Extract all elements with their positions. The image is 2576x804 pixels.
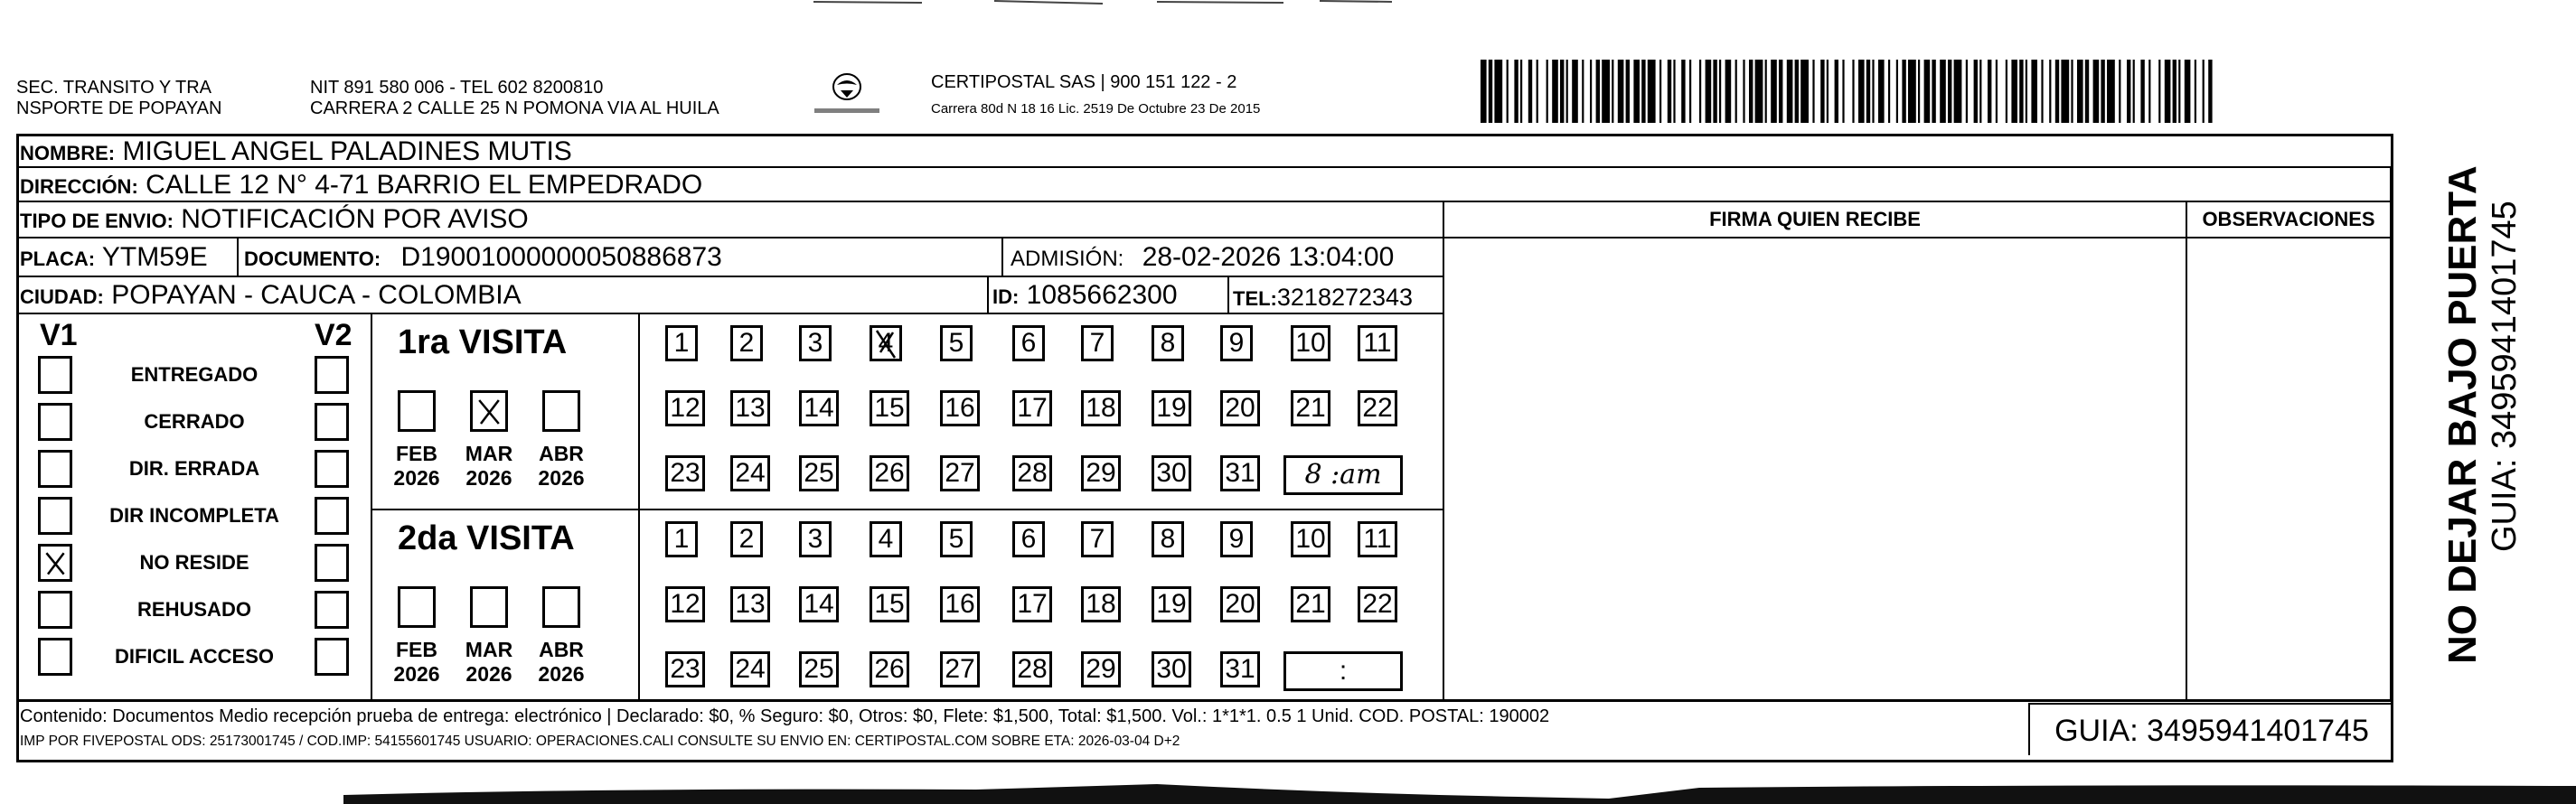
month-checkbox-abr[interactable] [542,586,580,628]
barcode-bar [1988,60,1991,123]
month-label: FEB [396,638,437,661]
status-label: DIR. ERRADA [128,457,260,480]
barcode-bar [1795,60,1799,123]
month-label: ABR [539,442,584,465]
barcode-bar [2173,60,2176,123]
barcode-bar [2077,60,2083,123]
sender-nit: NIT 891 580 006 - TEL 602 8200810 [310,78,604,98]
col-divider-firma [1443,201,1444,699]
signature-area[interactable] [1446,238,2184,697]
barcode-bar [1699,60,1701,123]
barcode-bar [1719,60,1721,123]
barcode-bar [2119,60,2120,123]
nombre-field [20,136,572,169]
barcode-bar [1566,60,1568,123]
barcode-bar [2041,60,2043,123]
barcode-bar [1633,60,1640,123]
day-box-18[interactable]: 18 [1081,390,1121,426]
barcode-bar [1996,60,1998,123]
month-year: 2026 [465,466,512,490]
day-box-1[interactable]: 1 [665,521,698,557]
v1-checkbox[interactable] [38,403,72,441]
day-box-9[interactable]: 9 [1220,521,1253,557]
direccion-label: DIRECCIÓN: [20,175,138,198]
v1-checkbox[interactable] [38,544,72,582]
courier-name: CERTIPOSTAL SAS | 900 151 122 - 2 [931,72,1237,92]
barcode-bar [1918,60,1920,123]
footer-print-line: IMP POR FIVEPOSTAL ODS: 25173001745 / COD.IMP: 54155601745 USUARIO: OPERACIONES.CALI CONSULTE SU ENVIO EN: CERTIPOSTAL.COM SOBRE ETA: 2026-03-04 D+2 [20,734,1180,749]
barcode-bar [2140,60,2144,123]
tel-field [1233,282,1413,314]
footer-content-line: Contenido: Documentos Medio recepción prueba de entrega: electrónico | Declarado: $0, % Seguro: $0, Otros: $0, Flete: $1,500, Total: $1,500. Vol.: 1*1*1. 0.5 1 Unid. COD. POSTAL: 190002 [20,706,1550,726]
ciudad-label: CIUDAD: [20,285,104,308]
barcode-bar [2055,60,2059,123]
cell-divider [1001,237,1003,276]
day-box-2[interactable]: 2 [730,325,763,361]
barcode-bar [1755,60,1763,123]
v2-checkbox[interactable] [315,591,349,629]
day-box-7[interactable]: 7 [1081,325,1114,361]
barcode-bar [1596,60,1600,123]
month-year: 2026 [393,662,440,686]
documento-label: DOCUMENTO: [244,248,381,270]
barcode-bar [2208,60,2212,123]
day-box-23[interactable]: 23 [665,651,705,687]
placa-field [20,242,208,275]
month-label: MAR [465,442,513,465]
documento-value: D19001000000050886873 [400,242,722,272]
barcode-bar [1771,60,1777,123]
visit-title: 1ra VISITA [398,323,568,361]
barcode-bar [1779,60,1782,123]
barcode-bar [2011,60,2017,123]
barcode-bar [1948,60,1951,123]
day-box-26[interactable]: 26 [870,651,909,687]
barcode-bar [2133,60,2135,123]
barcode-bar [1494,60,1502,123]
visit-time-box[interactable]: : [1283,651,1403,691]
status-label: DIFICIL ACCESO [114,645,274,668]
day-box-22[interactable]: 22 [1358,390,1397,426]
ciudad-value: POPAYAN - CAUCA - COLOMBIA [111,280,522,310]
barcode-bar [1520,60,1522,123]
barcode-bar [1489,60,1492,123]
day-box-31[interactable]: 31 [1220,651,1260,687]
day-box-28[interactable]: 28 [1012,455,1052,491]
barcode-bar [1528,60,1532,123]
v2-header: V2 [315,318,353,352]
barcode-bar [1537,60,1538,123]
day-box-6[interactable]: 6 [1012,325,1045,361]
month-label: MAR [465,638,513,661]
v2-checkbox[interactable] [315,544,349,582]
side-guia-number: GUIA: 3495941401745 [2486,201,2524,552]
day-box-13[interactable]: 13 [730,390,770,426]
barcode-bar [1668,60,1671,123]
day-box-14[interactable]: 14 [799,586,839,622]
day-box-28[interactable]: 28 [1012,651,1052,687]
sender-name-line2: NSPORTE DE POPAYAN [16,98,222,118]
day-box-21[interactable]: 21 [1291,390,1330,426]
barcode-bar [1547,60,1548,123]
tel-value: 3218272343 [1276,284,1414,311]
months-col-divider [638,313,640,699]
direccion-field [20,170,702,202]
barcode-bar [2178,60,2180,123]
tipo-envio-label: TIPO DE ENVIO: [20,210,174,232]
barcode-bar [1706,60,1712,123]
barcode-bar [1974,60,1978,123]
col-divider-right [2390,166,2392,699]
barcode-bar [1842,60,1844,123]
day-box-11[interactable]: 11 [1358,521,1397,557]
barcode-bar [1820,60,1824,123]
day-box-29[interactable]: 29 [1081,651,1121,687]
barcode-bar [1932,60,1935,123]
scan-artifact-top [813,0,1401,7]
day-box-29[interactable]: 29 [1081,455,1121,491]
barcode-bar [2127,60,2130,123]
barcode-bar [1902,60,1905,123]
visit-time-box[interactable]: 8 :am [1283,455,1403,495]
barcode-bar [1590,60,1592,123]
tipo-envio-value: NOTIFICACIÓN POR AVISO [181,204,529,234]
day-box-12[interactable]: 12 [665,586,705,622]
day-box-12[interactable]: 12 [665,390,705,426]
day-box-24[interactable]: 24 [730,651,770,687]
id-field [992,280,1178,313]
checkmark-icon [473,393,505,429]
barcode-bar [2085,60,2089,123]
barcode-bar [1572,60,1578,123]
visit-divider [371,509,1444,510]
direccion-value: CALLE 12 N° 4-71 BARRIO EL EMPEDRADO [146,170,703,200]
day-box-17[interactable]: 17 [1012,390,1052,426]
day-box-21[interactable]: 21 [1291,586,1330,622]
barcode-bar [1681,60,1685,123]
status-label: CERRADO [144,410,245,433]
documento-field [244,242,722,275]
barcode-bar [1966,60,1968,123]
row-divider [16,276,1444,277]
barcode-bar [1835,60,1838,123]
status-label: REHUSADO [137,598,251,621]
day-box-27[interactable]: 27 [940,455,980,491]
day-box-13[interactable]: 13 [730,586,770,622]
day-box-16[interactable]: 16 [940,586,980,622]
barcode-bar [1954,60,1962,123]
day-box-3[interactable]: 3 [799,325,832,361]
barcode-bar [1872,60,1874,123]
side-notice [2440,165,2524,664]
barcode-bar [2049,60,2051,123]
cell-divider [237,237,239,276]
barcode-bar [1749,60,1753,123]
barcode-bar [1979,60,1981,123]
day-box-10[interactable]: 10 [1291,325,1330,361]
barcode-bar [1765,60,1767,123]
day-box-19[interactable]: 19 [1152,390,1191,426]
day-number: 4 [878,328,894,358]
placa-label: PLACA: [20,248,96,270]
day-box-25[interactable]: 25 [799,651,839,687]
id-label: ID: [992,285,1020,308]
barcode-bar [1713,60,1716,123]
barcode-bar [1896,60,1898,123]
month-checkbox-mar[interactable] [470,390,508,432]
day-box-15[interactable]: 15 [870,586,909,622]
tipo-envio-field [20,204,529,237]
observaciones-header: OBSERVACIONES [2202,208,2375,230]
barcode-bar [2185,60,2191,123]
courier-logo [811,67,883,121]
month-checkbox-feb[interactable] [398,586,436,628]
month-year: 2026 [538,466,585,490]
day-box-22[interactable]: 22 [1358,586,1397,622]
day-box-16[interactable]: 16 [940,390,980,426]
barcode-bar [1940,60,1946,123]
day-box-27[interactable]: 27 [940,651,980,687]
barcode-bar [1612,60,1613,123]
day-box-20[interactable]: 20 [1220,586,1260,622]
barcode-bar [1659,60,1661,123]
barcode-bar [1582,60,1584,123]
day-box-30[interactable]: 30 [1152,651,1191,687]
day-box-19[interactable]: 19 [1152,586,1191,622]
day-box-2[interactable]: 2 [730,521,763,557]
barcode-bar [1924,60,1931,123]
barcode-bar [2026,60,2027,123]
month-year: 2026 [465,662,512,686]
day-box-14[interactable]: 14 [799,390,839,426]
barcode-bar [2101,60,2104,123]
month-checkbox-feb[interactable] [398,390,436,432]
barcode-bar [1514,60,1518,123]
v1-checkbox[interactable] [38,591,72,629]
barcode-bar [1743,60,1744,123]
cell-divider [1227,276,1229,313]
col-divider-observaciones [2186,201,2187,699]
month-label: ABR [539,638,584,661]
day-box-5[interactable]: 5 [940,521,973,557]
v1-header: V1 [40,318,78,352]
id-value: 1085662300 [1026,280,1178,310]
barcode-bar [1641,60,1645,123]
barcode-bar [1827,60,1829,123]
admision-field [1011,242,1394,275]
day-box-7[interactable]: 7 [1081,521,1114,557]
nombre-label: NOMBRE: [20,142,116,164]
v2-checkbox[interactable] [315,638,349,676]
visit-title: 2da VISITA [398,519,575,557]
barcode-bar [1481,60,1487,123]
barcode [1481,60,2213,123]
sender-name-line1: SEC. TRANSITO Y TRA [16,78,212,98]
tel-label: TEL: [1233,287,1277,310]
courier-license: Carrera 80d N 18 16 Lic. 2519 De Octubre 23 De 2015 [931,101,1261,117]
barcode-bar [2061,60,2069,123]
barcode-bar [2031,60,2037,123]
month-label: FEB [396,442,437,465]
ciudad-field [20,280,522,313]
no-dejar-bajo-puerta: NO DEJAR BAJO PUERTA [2440,165,2485,664]
barcode-bar [2203,60,2205,123]
barcode-bar [1866,60,1870,123]
v2-checkbox[interactable] [315,403,349,441]
barcode-bar [1888,60,1890,123]
admision-value: 28-02-2026 13:04:00 [1142,242,1395,272]
day-box-8[interactable]: 8 [1152,325,1184,361]
guia-number: GUIA: 3495941401745 [2028,703,2393,755]
day-box-4[interactable]: 4 [870,521,902,557]
status-col-divider [371,313,372,699]
day-box-8[interactable]: 8 [1152,521,1184,557]
nombre-value: MIGUEL ANGEL PALADINES MUTIS [122,136,572,166]
month-year: 2026 [538,662,585,686]
month-checkbox-mar[interactable] [470,586,508,628]
status-label: DIR INCOMPLETA [109,504,279,527]
barcode-bar [1602,60,1610,123]
checkmark-icon [41,547,70,579]
v1-checkbox[interactable] [38,356,72,394]
day-box-31[interactable]: 31 [1220,455,1260,491]
barcode-bar [2019,60,2023,123]
barcode-bar [2107,60,2115,123]
day-box-10[interactable]: 10 [1291,521,1330,557]
barcode-bar [1552,60,1558,123]
barcode-bar [1560,60,1564,123]
barcode-bar [2165,60,2171,123]
barcode-bar [1626,60,1630,123]
firma-header: FIRMA QUIEN RECIBE [1709,208,1921,230]
sender-address: CARRERA 2 CALLE 25 N POMONA VIA AL HUILA [310,98,719,118]
scan-artifact-bottom [343,775,2576,804]
barcode-bar [1735,60,1737,123]
barcode-bar [1673,60,1675,123]
day-box-15[interactable]: 15 [870,390,909,426]
v1-checkbox[interactable] [38,497,72,535]
barcode-bar [1689,60,1691,123]
day-box-23[interactable]: 23 [665,455,705,491]
month-checkbox-abr[interactable] [542,390,580,432]
barcode-bar [2195,60,2196,123]
day-box-20[interactable]: 20 [1220,390,1260,426]
barcode-bar [1878,60,1885,123]
day-box-3[interactable]: 3 [799,521,832,557]
placa-value: YTM59E [101,242,208,272]
day-box-6[interactable]: 6 [1012,521,1045,557]
barcode-bar [1648,60,1656,123]
observations-area[interactable] [2189,238,2388,697]
barcode-bar [1725,60,1732,123]
row-divider [16,313,1444,314]
cell-divider [987,276,989,313]
barcode-bar [2158,60,2160,123]
status-label: ENTREGADO [130,363,259,386]
v2-checkbox[interactable] [315,497,349,535]
barcode-bar [1812,60,1814,123]
barcode-bar [1858,60,1865,123]
day-box-24[interactable]: 24 [730,455,770,491]
day-box-11[interactable]: 11 [1358,325,1397,361]
barcode-bar [2093,60,2100,123]
barcode-bar [1787,60,1793,123]
barcode-bar [1852,60,1854,123]
barcode-bar [1908,60,1916,123]
v2-checkbox[interactable] [315,450,349,488]
day-box-4[interactable] [870,325,902,361]
month-year: 2026 [393,466,440,490]
day-box-1[interactable]: 1 [665,325,698,361]
barcode-bar [2071,60,2073,123]
barcode-bar [1507,60,1509,123]
barcode-bar [2148,60,2150,123]
day-box-9[interactable]: 9 [1220,325,1253,361]
admision-label: ADMISIÓN: [1011,247,1124,271]
barcode-bar [2006,60,2007,123]
day-box-26[interactable]: 26 [870,455,909,491]
day-box-30[interactable]: 30 [1152,455,1191,491]
day-box-18[interactable]: 18 [1081,586,1121,622]
v2-checkbox[interactable] [315,356,349,394]
day-box-5[interactable]: 5 [940,325,973,361]
v1-checkbox[interactable] [38,450,72,488]
barcode-bar [1618,60,1624,123]
day-box-25[interactable]: 25 [799,455,839,491]
barcode-bar [1800,60,1809,123]
status-label: NO RESIDE [139,551,249,574]
day-box-17[interactable]: 17 [1012,586,1052,622]
v1-checkbox[interactable] [38,638,72,676]
footer-divider [16,699,2393,702]
